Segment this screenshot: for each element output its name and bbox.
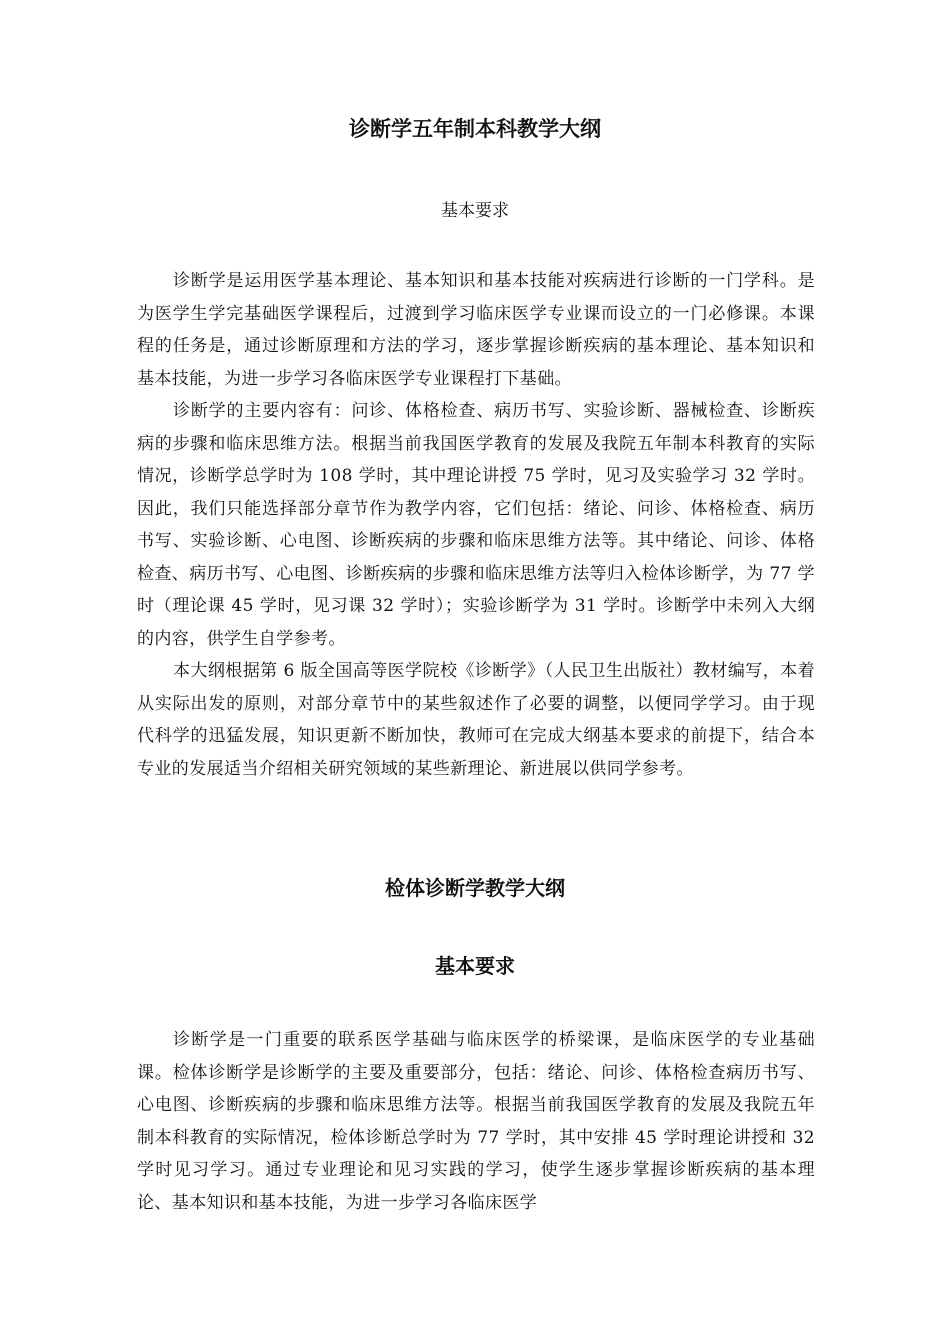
document-title: 诊断学五年制本科教学大纲 [349, 117, 601, 141]
section-2-body [137, 1024, 815, 1219]
paragraph: 本大纲根据第 6 版全国高等医学院校《诊断学》（人民卫生出版社）教材编写，本着从实际出发的原则，对部分章节中的某些叙述作了必要的调整，以便同学学习。由于现代科学的迅猛发展，知识更新不断加快，教师可在完成大纲基本要求的前提下，结合本专业的发展适当介绍相关研究领域的某些新理论、新进展以供同学参考。 [137, 661, 815, 779]
section-1-body [137, 265, 815, 785]
section-2-title: 检体诊断学教学大纲 [385, 876, 565, 900]
paragraph: 诊断学是一门重要的联系医学基础与临床医学的桥梁课，是临床医学的专业基础课。检体诊断学是诊断学的主要及重要部分，包括：绪论、问诊、体格检查病历书写、心电图、诊断疾病的步骤和临床思维方法等。根据当前我国医学教育的发展及我院五年制本科教育的实际情况，检体诊断总学时为 77 学时，其中安排 45 学时理论讲授和 32 学时见习学习。通过专业理论和见习实践的学习，使学生逐步掌握诊断疾病的基本理论、基本知识和基本技能，为进一步学习各临床医学 [137, 1030, 815, 1213]
section-heading-basic-requirements: 基本要求 [441, 201, 509, 221]
paragraph: 诊断学的主要内容有：问诊、体格检查、病历书写、实验诊断、器械检查、诊断疾病的步骤和临床思维方法。根据当前我国医学教育的发展及我院五年制本科教育的实际情况，诊断学总学时为 108 学时，其中理论讲授 75 学时，见习及实验学习 32 学时。因此，我们只能选择部分章节作为教学内容，它们包括：绪论、问诊、体格检查、病历书写、实验诊断、心电图、诊断疾病的步骤和临床思维方法等。其中绪论、问诊、体格检查、病历书写、心电图、诊断疾病的步骤和临床思维方法等归入检体诊断学，为 77 学时（理论课 45 学时，见习课 32 学时）；实验诊断学为 31 学时。诊断学中未列入大纲的内容，供学生自学参考。 [137, 401, 815, 649]
section-2-heading: 基本要求 [435, 954, 515, 978]
paragraph: 诊断学是运用医学基本理论、基本知识和基本技能对疾病进行诊断的一门学科。是为医学生学完基础医学课程后，过渡到学习临床医学专业课而设立的一门必修课。本课程的任务是，通过诊断原理和方法的学习，逐步掌握诊断疾病的基本理论、基本知识和基本技能，为进一步学习各临床医学专业课程打下基础。 [137, 271, 815, 389]
